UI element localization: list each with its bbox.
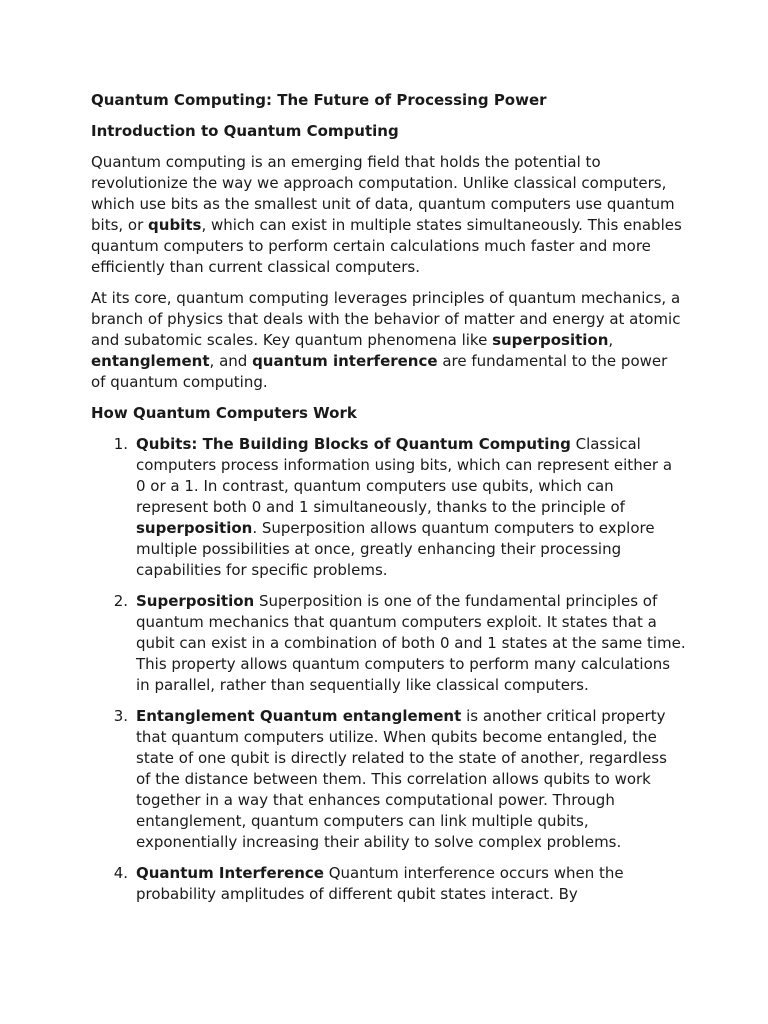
bold-term-qubits: qubits	[148, 216, 202, 234]
list-item-title: Qubits: The Building Blocks of Quantum Computing	[136, 435, 571, 453]
list-item	[91, 706, 686, 853]
bold-term-entanglement: entanglement	[91, 352, 210, 370]
text-run: At its core, quantum computing leverages principles of quantum mechanics, a branch of physics that deals with the behavior of matter and energy at atomic and subatomic scales. Key quantum phenomena like	[91, 289, 681, 349]
text-run: Classical computers process information using bits, which can represent either a 0 or a 1. In contrast, quantum computers use qubits, which can represent both 0 and 1 simultaneously, thanks to the principle of	[136, 435, 673, 516]
bold-term-quantum-interference: quantum interference	[252, 352, 438, 370]
text-run: . Superposition allows quantum computers to explore multiple possibilities at once, greatly enhancing their processing capabilities for specific problems.	[136, 519, 655, 579]
list-number: 3.	[113, 707, 128, 725]
list-item-title: Superposition	[136, 592, 255, 610]
section-heading-how-it-works: How Quantum Computers Work	[91, 404, 357, 422]
text-run: Quantum computing is an emerging field that holds the potential to revolutionize the way we approach computation. Unlike classical computers, which use bits as the smallest unit of data, quantum computers use quantum bits, or	[91, 153, 675, 234]
numbered-list	[91, 434, 686, 905]
list-number: 4.	[113, 864, 128, 882]
text-run: ,	[608, 331, 614, 349]
intro-paragraph-2	[91, 288, 686, 393]
document-page	[91, 90, 686, 915]
list-item	[91, 863, 686, 905]
section-heading-introduction: Introduction to Quantum Computing	[91, 122, 399, 140]
bold-term-superposition: superposition	[492, 331, 609, 349]
list-item	[91, 591, 686, 696]
document-title: Quantum Computing: The Future of Processing Power	[91, 91, 547, 109]
text-run: are fundamental to the power of quantum computing.	[91, 352, 668, 391]
text-run: , and	[209, 352, 253, 370]
list-item	[91, 434, 686, 581]
text-run: Quantum interference occurs when the probability amplitudes of different qubit states interact. By	[136, 864, 624, 903]
list-number: 2.	[113, 592, 128, 610]
list-number: 1.	[113, 435, 128, 453]
text-run: Superposition is one of the fundamental principles of quantum mechanics that quantum computers exploit. It states that a qubit can exist in a combination of both 0 and 1 states at the same time. This property allows quantum computers to perform many calculations in parallel, rather than sequentially like classical computers.	[136, 592, 686, 694]
text-run: is another critical property that quantum computers utilize. When qubits become entangled, the state of one qubit is directly related to the state of another, regardless of the distance between them. This correlation allows qubits to work together in a way that enhances computational power. Through entanglement, quantum computers can link multiple qubits, exponentially increasing their ability to solve complex problems.	[136, 707, 667, 851]
list-item-title: Entanglement Quantum entanglement	[136, 707, 462, 725]
bold-term-superposition: superposition	[136, 519, 253, 537]
intro-paragraph-1	[91, 152, 686, 278]
list-item-title: Quantum Interference	[136, 864, 324, 882]
text-run: , which can exist in multiple states simultaneously. This enables quantum computers to perform certain calculations much faster and more efficiently than current classical computers.	[91, 216, 682, 276]
